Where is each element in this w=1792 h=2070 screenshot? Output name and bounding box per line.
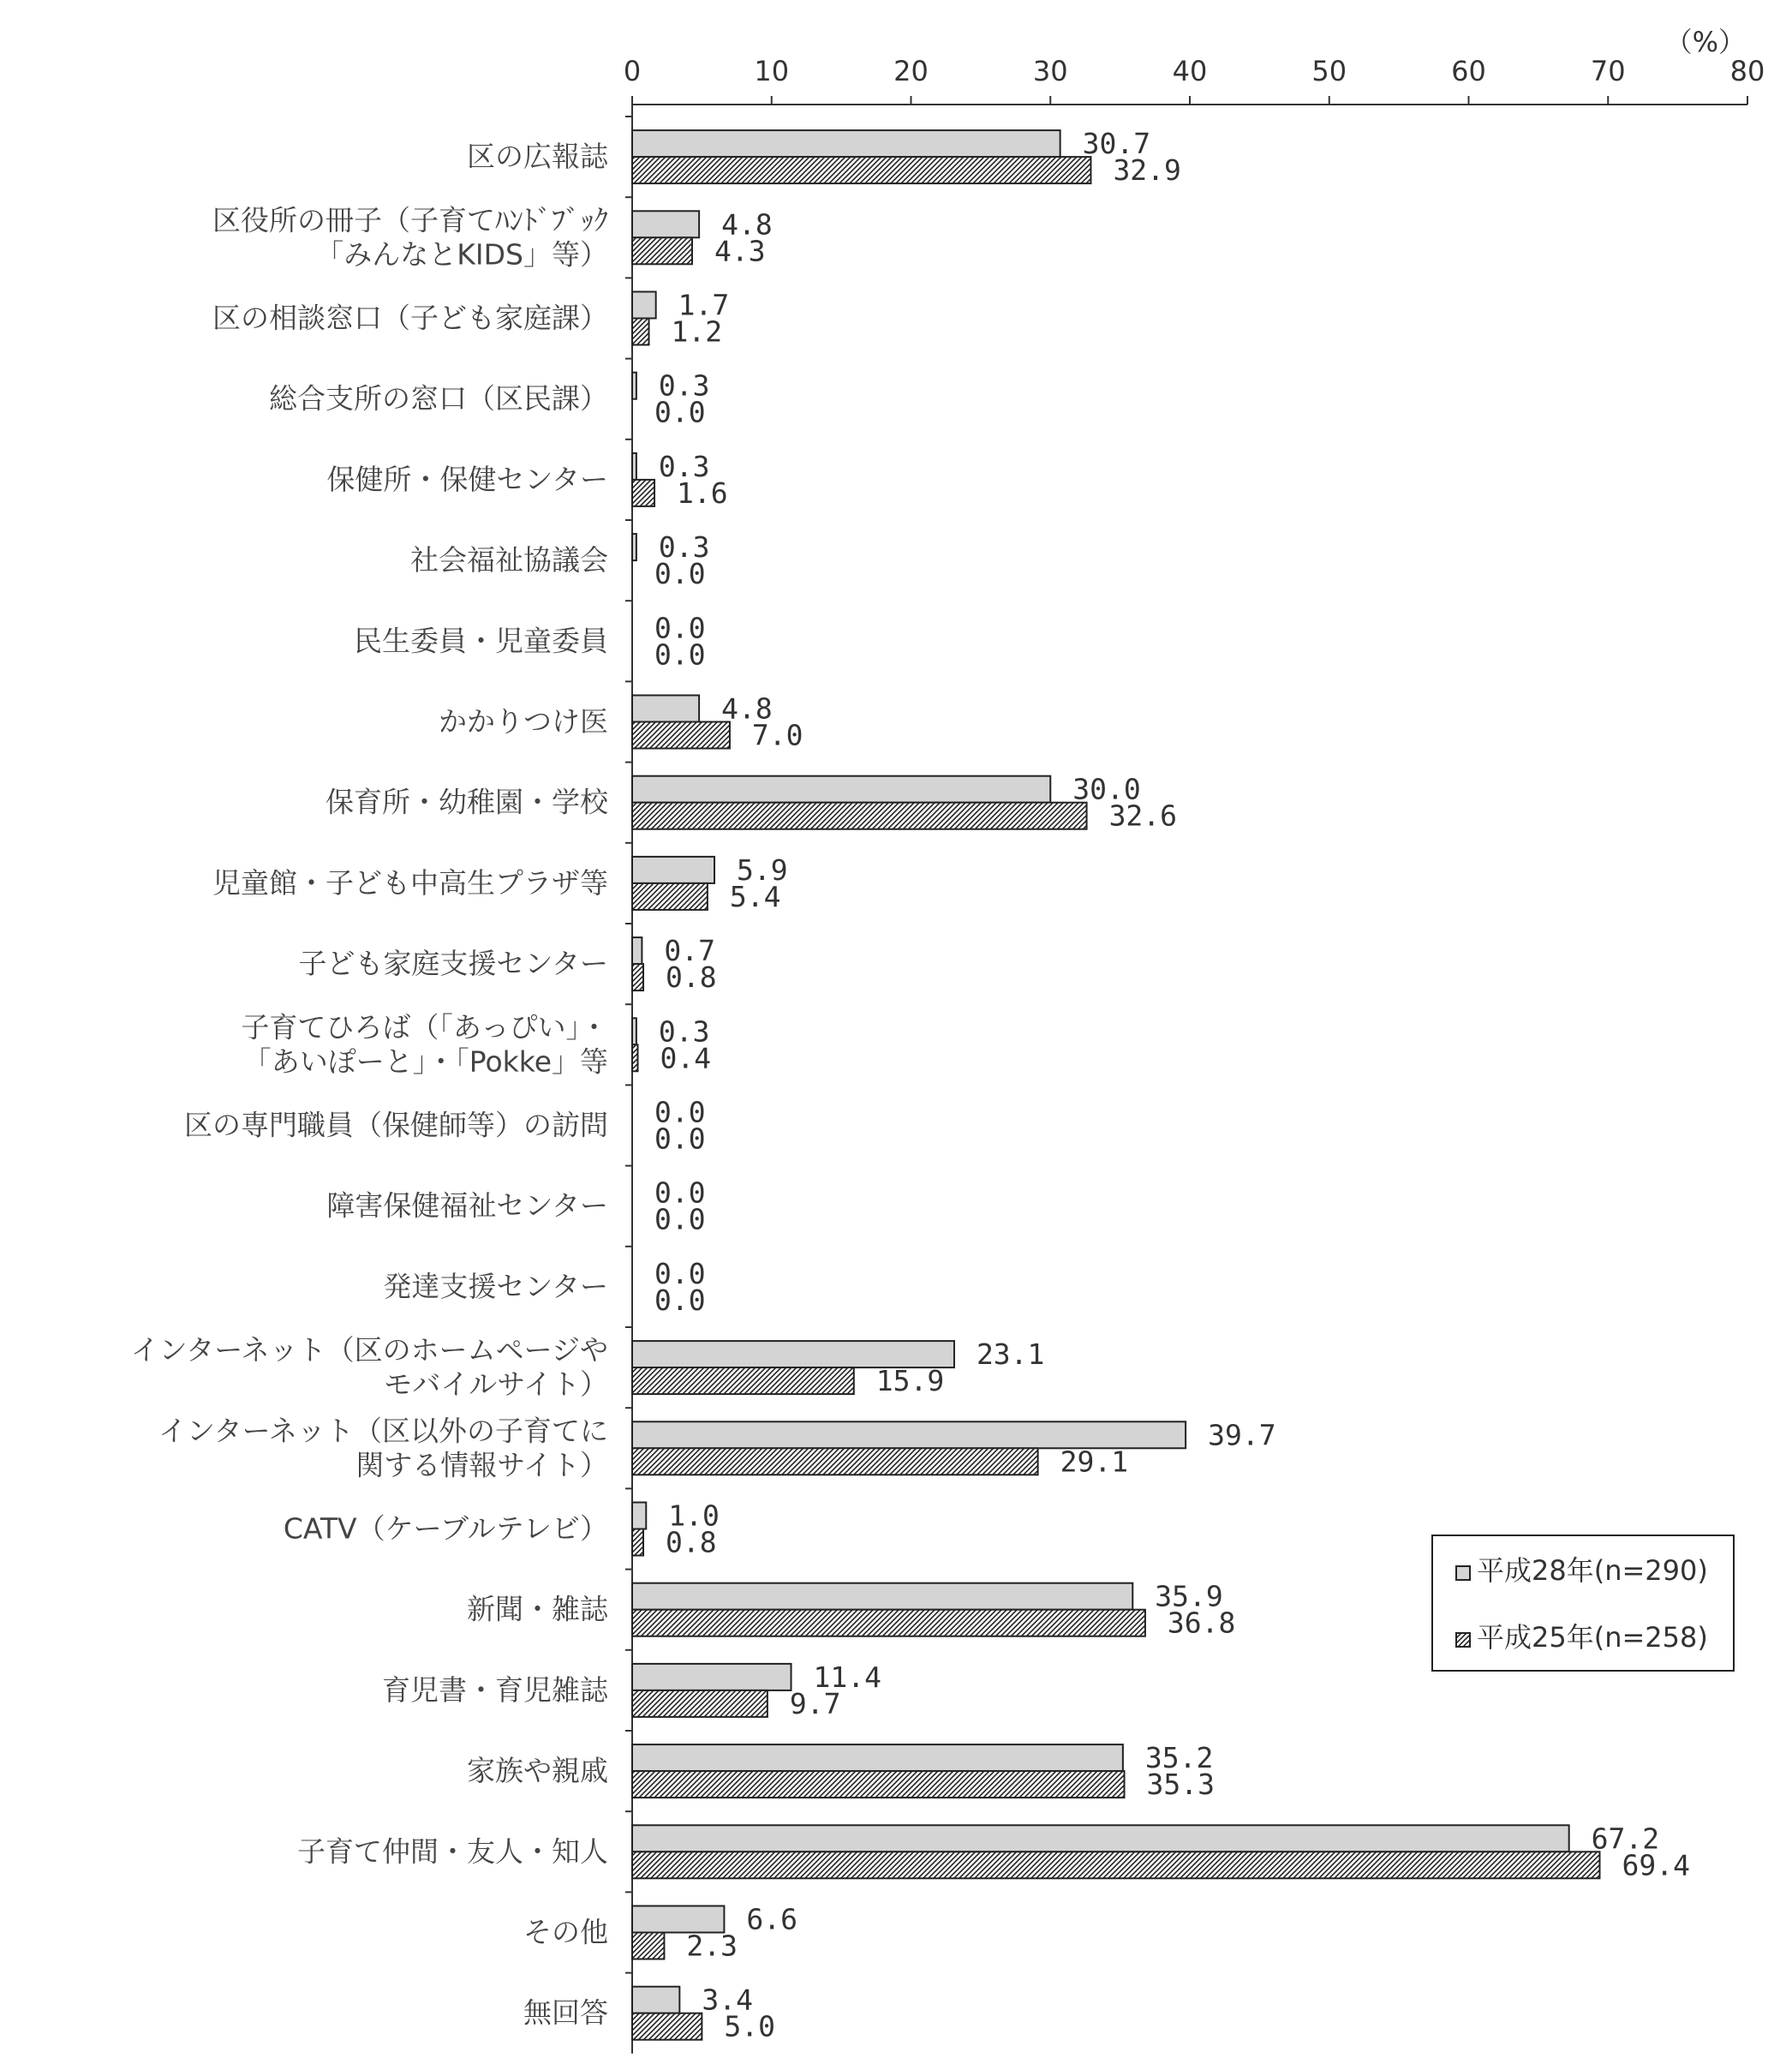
bar-h28	[632, 373, 636, 399]
category-label: 児童館・子ども中高生プラザ等	[212, 865, 608, 900]
bar-h28	[632, 696, 699, 722]
category-label: CATV（ケーブルテレビ）	[283, 1511, 608, 1546]
category-label: 発達支援センター	[383, 1269, 608, 1303]
category-label: 「あいぽーと」・「Pokke」等	[242, 1044, 608, 1079]
bar-h28	[632, 292, 656, 319]
bar-h25	[632, 964, 643, 990]
category-label: 社会福祉協議会	[410, 543, 608, 577]
bar-h25	[632, 722, 730, 749]
data-label: 23.1	[976, 1337, 1045, 1372]
data-label: 67.2	[1591, 1822, 1660, 1856]
x-tick-label: 80	[1729, 55, 1765, 87]
data-label: 1.7	[678, 288, 730, 322]
category-label: 区の相談窓口（子ども家庭課）	[212, 301, 608, 335]
data-label: 7.0	[751, 718, 803, 752]
data-label: 6.6	[746, 1902, 798, 1936]
data-label: 4.8	[721, 691, 773, 726]
bar-h28	[632, 1018, 636, 1044]
x-tick-label: 70	[1590, 55, 1626, 87]
data-label: 1.2	[671, 314, 723, 349]
data-label: 5.9	[737, 853, 788, 887]
category-label: 家族や親戚	[467, 1754, 608, 1788]
category-label: 新聞・雑誌	[467, 1592, 608, 1626]
category-label: 子育て仲間・友人・知人	[297, 1834, 608, 1869]
legend-label: 平成25年(n=258)	[1477, 1621, 1708, 1654]
category-label: インターネット（区以外の子育てに	[158, 1414, 608, 1448]
data-label: 35.9	[1155, 1579, 1223, 1613]
data-label: 2.3	[686, 1929, 738, 1963]
bar-h25	[632, 1933, 664, 1959]
category-label: 子ども家庭支援センター	[298, 947, 608, 981]
data-label: 35.2	[1144, 1741, 1214, 1775]
category-label: 「みんなとKIDS」等）	[315, 237, 608, 272]
bar-h28	[632, 1664, 791, 1690]
category-label: 区の専門職員（保健師等）の訪問	[184, 1108, 608, 1142]
data-label: 0.0	[654, 1283, 706, 1317]
bar-h28	[632, 1503, 646, 1529]
data-label: 0.4	[660, 1041, 712, 1075]
category-label: かかりつけ医	[439, 704, 608, 739]
bar-h25	[632, 157, 1090, 183]
data-label: 32.6	[1108, 799, 1178, 833]
data-label: 0.8	[666, 1525, 717, 1559]
category-label: その他	[523, 1915, 608, 1949]
bar-h28	[632, 1825, 1569, 1852]
category-label: モバイルサイト）	[384, 1367, 608, 1402]
category-label: 区役所の冊子（子育てﾊﾝﾄﾞﾌﾞｯｸ	[212, 203, 608, 237]
data-label: 36.8	[1167, 1606, 1236, 1640]
bar-h25	[632, 1852, 1599, 1878]
bar-h28	[632, 211, 699, 237]
data-label: 0.0	[654, 1256, 706, 1290]
category-label: 保育所・幼稚園・学校	[326, 785, 608, 819]
legend-label: 平成28年(n=290)	[1477, 1554, 1708, 1587]
data-label: 0.0	[654, 1202, 706, 1236]
data-label: 0.3	[658, 530, 710, 565]
x-tick-label: 0	[623, 55, 642, 87]
unit-label: （%）	[1664, 26, 1746, 58]
data-label: 4.8	[721, 207, 773, 242]
x-tick-label: 40	[1172, 55, 1208, 87]
data-label: 3.4	[702, 1983, 753, 2017]
legend-swatch-h28	[1456, 1566, 1470, 1580]
data-label: 30.0	[1072, 772, 1141, 806]
bar-h25	[632, 1771, 1125, 1798]
category-label: 区の広報誌	[467, 140, 608, 174]
bar-h25	[632, 1610, 1145, 1636]
data-label: 11.4	[813, 1660, 882, 1694]
x-tick-label: 10	[754, 55, 790, 87]
x-tick-label: 50	[1311, 55, 1347, 87]
data-label: 32.9	[1113, 153, 1181, 188]
bar-h28	[632, 1583, 1132, 1610]
data-label: 5.4	[729, 879, 781, 913]
data-label: 35.3	[1146, 1768, 1215, 1802]
data-label: 9.7	[789, 1686, 841, 1720]
data-label: 0.0	[654, 1122, 706, 1156]
bar-h25	[632, 2013, 702, 2040]
data-label: 29.1	[1060, 1445, 1129, 1479]
category-label: 総合支所の窓口（区民課）	[269, 381, 608, 416]
bar-h28	[632, 1744, 1123, 1771]
bar-h25	[632, 803, 1087, 829]
data-label: 0.0	[654, 1095, 706, 1129]
data-label: 0.3	[658, 1014, 710, 1049]
data-label: 0.0	[654, 637, 706, 672]
category-label: 保健所・保健センター	[326, 462, 608, 496]
x-tick-label: 30	[1032, 55, 1068, 87]
bar-h28	[632, 937, 642, 964]
bar-h25	[632, 1529, 643, 1556]
bar-h25	[632, 319, 649, 345]
data-label: 0.0	[654, 395, 706, 429]
category-label: 育児書・育児雑誌	[382, 1672, 608, 1707]
bar-h25	[632, 1448, 1038, 1475]
data-label: 69.4	[1622, 1848, 1690, 1882]
x-tick-label: 20	[893, 55, 929, 87]
category-label: 民生委員・児童委員	[354, 624, 608, 658]
data-label: 0.3	[658, 368, 710, 403]
bar-h25	[632, 1044, 638, 1071]
data-label: 30.7	[1082, 127, 1151, 161]
category-label: 無回答	[523, 1995, 608, 2030]
data-label: 0.3	[658, 449, 710, 483]
data-label: 0.0	[654, 1176, 706, 1210]
bar-h28	[632, 776, 1050, 803]
bar-h28	[632, 453, 636, 480]
bar-h25	[632, 1690, 768, 1717]
bar-h28	[632, 130, 1060, 157]
bar-h28	[632, 534, 636, 560]
data-label: 39.7	[1208, 1418, 1276, 1452]
category-label: インターネット（区のホームページや	[130, 1333, 608, 1367]
data-label: 1.0	[668, 1499, 720, 1533]
x-tick-label: 60	[1451, 55, 1486, 87]
data-label: 1.6	[677, 476, 728, 510]
legend-swatch-h25	[1456, 1633, 1470, 1647]
bar-h25	[632, 480, 654, 506]
bar-h25	[632, 883, 708, 910]
data-label: 5.0	[724, 2009, 775, 2043]
data-label: 0.0	[654, 611, 706, 645]
bar-h28	[632, 1987, 679, 2013]
data-label: 0.7	[664, 934, 716, 968]
category-label: 関する情報サイト）	[355, 1448, 608, 1482]
category-label: 障害保健福祉センター	[326, 1188, 608, 1223]
bar-h25	[632, 237, 692, 264]
bar-h28	[632, 857, 714, 883]
data-label: 0.0	[654, 557, 706, 591]
data-label: 15.9	[875, 1364, 945, 1398]
data-label: 0.8	[666, 960, 717, 995]
category-label: 子育てひろば（「あっぴい」・	[241, 1010, 608, 1044]
bar-h25	[632, 1367, 854, 1394]
data-label: 4.3	[714, 234, 766, 268]
